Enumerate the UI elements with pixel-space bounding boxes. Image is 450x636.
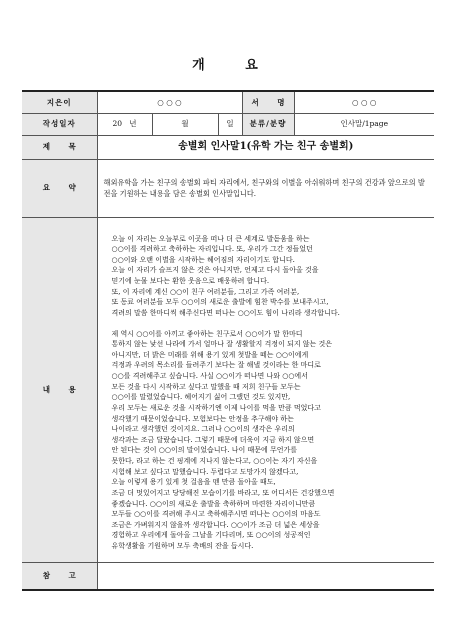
speech-line: 경험하고 우리에게 돌아올 그날을 기다리며, 또 ○○이의 성공적인 [111, 531, 311, 540]
writer-value[interactable]: ○ ○ ○ [97, 91, 242, 113]
page-title: 개 요 [192, 58, 276, 73]
speech-line: 오늘 이 자리가 슬프지 않은 것은 아니지만, 언제고 다시 돌아올 것을 [111, 266, 319, 275]
date-day-unit: 일 [226, 119, 234, 129]
subject-label: 제 목 [22, 135, 97, 159]
speech-line: 오늘 이렇게 용기 있게 첫 걸음을 뗀 만큼 돌아올 때도, [111, 478, 276, 487]
date-month-cell[interactable] [152, 113, 218, 135]
speech-line: ○○이를 말렸었습니다. 헤어지기 싫어 그랬던 것도 있지만, [111, 393, 291, 402]
speech-line: 아니지만, 더 밝은 미래를 위해 용기 있게 첫발을 떼는 ○○이에게 [111, 350, 309, 359]
date-day-cell[interactable] [218, 113, 242, 135]
speech-line: 못한다, 라고 하는 건 핑계에 지나지 않는다고, ○○이는 자기 자신을 [111, 457, 318, 465]
content-label: 내 용 [22, 217, 97, 562]
speech-line: ○○를 격려해주고 싶습니다. 사실 ○○이가 떠나면 나와 ○○에서 [111, 372, 308, 380]
speech-line: 통하지 않는 낯선 나라에 가서 얼마나 잘 생활할지 걱정이 되지 않는 것은 [111, 340, 333, 349]
date-year-unit: 년 [129, 119, 137, 129]
speech-line: 또 동료 여러분들 모두 ○○이의 새로운 출발에 힘찬 박수를 보내주시고, [111, 298, 329, 307]
speech-line: 격려의 말씀 한마디씩 해주신다면 떠나는 ○○이도 힘이 나리라 생각합니다. [111, 308, 340, 317]
speech-line: 유학생활을 기원하며 모두 축배의 잔을 듭시다. [111, 542, 254, 550]
signature-value[interactable]: ○ ○ ○ [294, 91, 434, 113]
note-value[interactable] [97, 562, 434, 590]
speech-line: 제 역시 ○○이를 아끼고 좋아하는 친구로서 ○○이가 말 한마디 [111, 329, 303, 338]
speech-line: 생각과는 조금 달랐습니다. 그렇기 때문에 더욱이 지금 하지 않으면 [111, 435, 315, 444]
speech-text [112, 234, 427, 552]
subject-value[interactable]: 송별회 인사말1(유학 가는 친구 송별회) [97, 135, 434, 159]
content-row [22, 217, 434, 562]
speech-line: 걱정과 우려의 목소리를 들려주기 보다는 잘 해낼 것이라는 한 마디로 [111, 361, 321, 370]
speech-line: ○○이와 오랜 이별을 시작하는 헤어짐의 자리이기도 합니다. [111, 255, 295, 264]
speech-line: 생각했기 때문이었습니다. 모험보다는 안정을 추구해야 하는 [111, 414, 294, 423]
summary-row [22, 159, 434, 217]
speech-line: 조금 더 멋있어지고 당당해진 모습이기를 바라고, 또 어디서든 건강했으면 [111, 488, 335, 497]
date-label: 작성일자 [22, 113, 97, 135]
writer-row [22, 91, 434, 113]
writer-label: 지은이 [22, 91, 97, 113]
summary-label: 요 약 [22, 159, 97, 217]
note-row [22, 562, 434, 590]
speech-line: ○○이를 격려하고 축하하는 자리입니다. 또, 우리가 그간 정들었던 [111, 245, 313, 254]
document-form-table [22, 90, 434, 591]
date-year: 20 [112, 119, 123, 129]
note-label: 참 고 [22, 562, 97, 590]
date-year-cell[interactable] [97, 113, 152, 135]
date-month-unit: 월 [181, 119, 189, 129]
speech-line: 또, 이 자리에 계신 ○○이 친구 여러분들, 그리고 가족 여러분, [111, 287, 300, 296]
speech-line: 나이라고 생각했던 것이지요. 그러나 ○○이의 생각은 우리의 [111, 425, 295, 434]
speech-line: 오늘 이 자리는 오늘부로 이곳을 떠나 더 큰 세계로 발돋움을 하는 [111, 234, 310, 243]
summary-value[interactable]: 해외유학을 가는 친구의 송별회 파티 자리에서, 친구와의 이별을 아쉬워하며 친구의 건강과 앞으로의 발전을 기원하는 내용을 담은 송별회 인사말입니다. [97, 159, 434, 217]
speech-line: 믿기에 눈물 보다는 환한 웃음으로 배웅하려 합니다. [111, 277, 270, 285]
speech-line: 모든 것을 다시 시작하고 싶다고 말했을 때 저희 친구들 모두는 [111, 382, 301, 391]
speech-line: 조금은 가벼워지지 않을까 생각합니다. ○○이가 조금 더 넓은 세상을 [111, 520, 320, 529]
content-body[interactable] [97, 217, 434, 562]
category-label: 분류/분량 [242, 113, 294, 135]
signature-label: 서 명 [242, 91, 294, 113]
speech-line: 우리 모두는 새로운 것을 시작하기엔 이제 나이를 먹을 만큼 먹었다고 [111, 403, 321, 412]
paragraph-gap [112, 319, 427, 329]
subject-row [22, 135, 434, 159]
speech-line: 시험해 보고 싶다고 말했습니다. 두렵다고 도망가지 않겠다고, [111, 467, 299, 476]
date-row [22, 113, 434, 135]
speech-line: 안 된다는 것이 ○○이의 말이었습니다. 나이 때문에 무언가를 [111, 446, 298, 455]
speech-line: 좋겠습니다. ○○이의 새로운 출발을 축하하며 마련한 자리이니만큼 [111, 499, 316, 508]
category-value[interactable]: 인사말/1page [294, 113, 434, 135]
speech-line: 모두들 ○○이를 격려해 주시고 축하해주시면 떠나는 ○○이의 마음도 [111, 510, 321, 519]
